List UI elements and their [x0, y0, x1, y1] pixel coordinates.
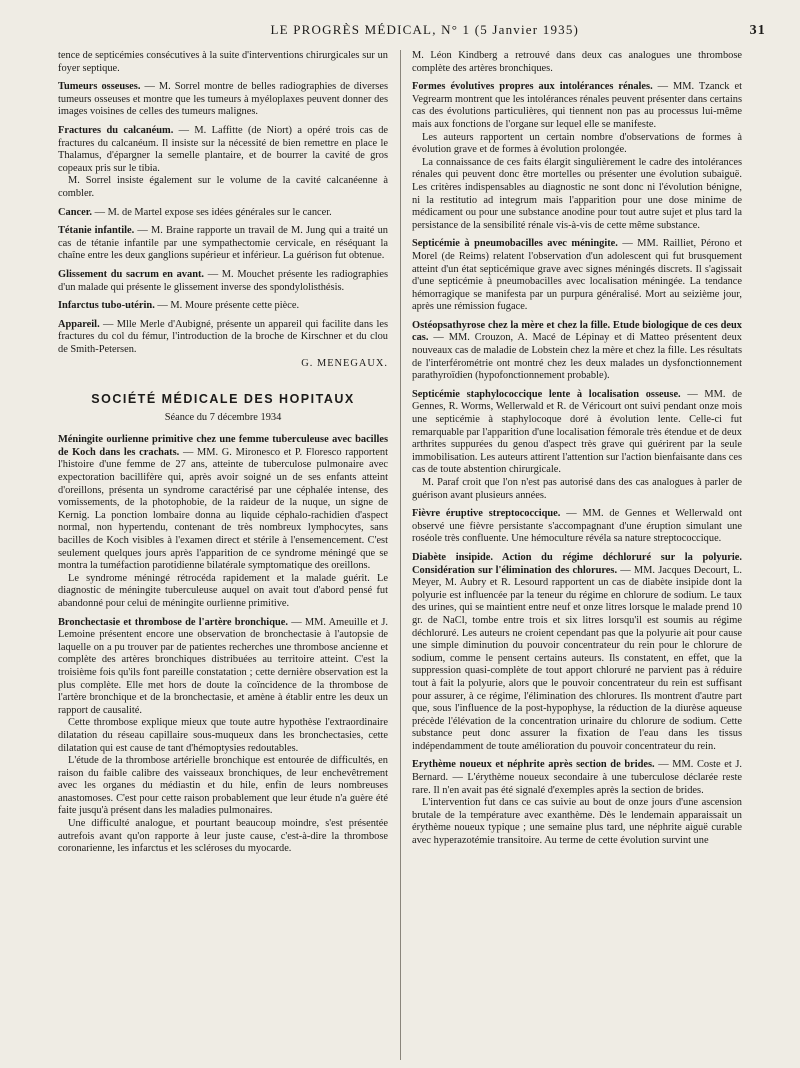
paragraph: Ostéopsathyrose chez la mère et chez la fille. Etude biologique de ces deux cas. — MM. Crouzon, A. Macé de Lépinay et di Matteo présentent deux nouveaux cas de maladie de Lobstein chez la mère et chez la fille. Les résultats de l'interférométrie ont montré chez les deux malades un dysfonctionnement parathyroïdien (hypofonctionnement probable). — [412, 319, 742, 382]
section-heading: Infarctus tubo-utérin. — [58, 300, 155, 312]
section-heading: Erythème noueux et néphrite après section de brides. — [412, 759, 655, 771]
page-number: 31 — [749, 23, 766, 38]
paragraph: Cancer. — M. de Martel expose ses idées générales sur le cancer. — [58, 206, 332, 218]
society-title: SOCIÉTÉ MÉDICALE DES HOPITAUX — [91, 392, 355, 407]
paragraph: Les auteurs rapportent un certain nombre d'observations de formes à évolution grave et de formes à évolution prolongée. — [412, 131, 742, 156]
paragraph: La connaissance de ces faits élargit singulièrement le cadre des intolérances rénales qui peuvent donc être mortelles ou présenter une évolution subaiguë. Les critères indispensables au diagnostic ne sont donc ni l'évolution bénigne, ni la restitutio ad integrum mais l'apparition pour une dose minime de médicament ou pour une substance anodine pour tout autre sujet et plus tard la persistance de la sensibilité rénale vis-à-vis de cette même substance. — [412, 156, 742, 231]
paragraph: Une difficulté analogue, et pourtant beaucoup moindre, s'est présentée autrefois avant qu'on rapporte à leur juste cause, c'est-à-dire la thrombose coronarienne, les infarctus et les scléroses du myocarde. — [58, 818, 388, 855]
paragraph: Erythème noueux et néphrite après section de brides. — MM. Coste et J. Bernard. — L'érythème noueux secondaire à une tuberculose déclarée reste rare. Il n'en avait pas été signalé d'exemples après la section de brides. — [412, 759, 742, 796]
paragraph: Fièvre éruptive streptococcique. — MM. de Gennes et Wellerwald ont observé une fièvre persistante s'accompagnant d'une éruption simulant une roséole très confluente. Une hémoculture révéla sa nature streptococcique. — [412, 508, 742, 545]
section-heading: Tumeurs osseuses. — [58, 81, 141, 93]
paragraph: Septicémie à pneumobacilles avec méningite. — MM. Railliet, Pérono et Morel (de Reims) relatent l'observation d'un adolescent qui fut brusquement atteint d'un état septicémique grave avec signes méningés discrets. Il s'agissait d'une septicémie à pneumobacilles avec localisation méningée. La tendance hémorragique se manifesta par un purpura généralisé. Mort au seizième jour, après une rémission fugace. — [412, 238, 742, 313]
section-heading: Septicémie à pneumobacilles avec méningite. — [412, 238, 618, 250]
author-signature: G. MENEGAUX. — [301, 358, 388, 370]
section-heading: Appareil. — [58, 318, 100, 330]
paragraph: Cette thrombose explique mieux que toute autre hypothèse l'extraordinaire dilatation du réseau capillaire sous-muqueux dans les bronchectasies, cette dilatation qui est cause de tant d'hémoptysies redoutables. — [58, 717, 388, 754]
session-date: Séance du 7 décembre 1934 — [164, 411, 282, 423]
section-heading: Cancer. — [58, 206, 92, 218]
paragraph: tence de septicémies consécutives à la suite d'interventions chirurgicales sur un foyer septique. — [58, 50, 388, 74]
paragraph: Infarctus tubo-utérin. — M. Moure présente cette pièce. — [58, 300, 300, 312]
paragraph: Méningite ourlienne primitive chez une femme tuberculeuse avec bacilles de Koch dans les crachats. — MM. G. Mironesco et P. Floresco rapportent l'histoire d'une femme de 27 ans, atteinte de tuberculose pulmonaire avec expectoration bacillifère qui, après avoir soigné un de ses enfants atteint d'oreillons, présenta un syndrome caractérisé par une céphalée intense, des vomissements, de la photophobie, de la raideur de la nuque, un signe de Kernig. La ponction lombaire donna au liquide céphalo-rachidien d'aspect normal, non hypertendu, contenant de très nombreux lymphocytes, sans bacilles de Koch visibles à l'examen direct et stérile à l'ensemencement. C'est seulement quelques jours après l'apparition de ce syndrome méningé que se montra la tuméfaction parotidienne bilatérale symptomatique des oreillons. — [58, 434, 388, 572]
right-column — [412, 50, 742, 1060]
section-heading: Méningite ourlienne primitive chez une femme tuberculeuse avec bacilles de Koch dans les crachats. — [58, 434, 388, 458]
section-heading: Glissement du sacrum en avant. — [58, 268, 205, 280]
section-heading: Diabète insipide. Action du régime déchloruré sur la polyurie. Considération sur l'élimination des chlorures. — [412, 551, 742, 576]
section-heading: Fractures du calcanéum. — [58, 124, 174, 136]
paragraph: Glissement du sacrum en avant. — M. Mouchet présente les radiographies d'un malade qui présente le glissement inverse des spondylolisthésis. — [58, 268, 388, 293]
paragraph: Tumeurs osseuses. — M. Sorrel montre de belles radiographies de diverses tumeurs osseuses et montre que les tumeurs à myéloplaxes peuvent donner des images voisines de celles des tumeurs malignes. — [58, 81, 388, 118]
section-heading: Fièvre éruptive streptococcique. — [412, 508, 561, 520]
section-heading: Ostéopsathyrose chez la mère et chez la fille. Etude biologique de ces deux cas. — [412, 319, 742, 344]
paragraph: L'intervention fut dans ce cas suivie au bout de onze jours d'une ascension brutale de la température avec exanthème. Dès le lendemain apparaissait un érythème noueux typique ; une semaine plus tard, une néphrite aiguë curable avec hyperazotémie transitoire. Au terme de cette évolution survint une — [412, 797, 742, 847]
paragraph: Bronchectasie et thrombose de l'artère bronchique. — MM. Ameuille et J. Lemoine présentent encore une observation de bronchectasie à l'autopsie de laquelle on a pu trouver par de patientes recherches une thrombose ancienne et complète des artères bronchiques distribuées au territoire atteint. C'est la troisième fois qu'ils font pareille constatation ; cette dernière observation est la plus complète. Elle met hors de doute la coïncidence de la thrombose de l'artère bronchique et de la bronchectasie, et amène à établir entre les deux un rapport de causalité. — [58, 616, 388, 716]
running-head — [70, 22, 766, 44]
column-divider — [400, 50, 401, 1060]
paragraph: Le syndrome méningé rétrocéda rapidement et la malade guérit. Le diagnostic de méningite tuberculeuse auquel on avait tout d'abord pensé fut abandonné pour celui de méningite ourlienne primitive. — [58, 572, 388, 609]
paragraph: Tétanie infantile. — M. Braine rapporte un travail de M. Jung qui a traité un cas de tétanie infantile par une sympathectomie cervicale, en réséquant la chaîne entre les deux ganglions supérieur et inférieur. La guérison fut obtenue. — [58, 225, 388, 262]
journal-title: LE PROGRÈS MÉDICAL, N° 1 (5 Janvier 1935) — [270, 22, 580, 37]
left-column — [58, 50, 388, 1060]
paragraph: Septicémie staphylococcique lente à localisation osseuse. — MM. de Gennes, R. Worms, Wellerwald et R. de Véricourt ont suivi pendant onze mois une septicémie à staphylocoque doré à évolution lente. Celle-ci fut remarquable par l'apparition d'une localisation fémorale très étendue et de deux arthrites suppurées du genou d'aspect très grave qui guérirent par la seule immobilisation. Les auteurs attirent l'attention sur l'action bienfaisante dans ces cas de toute abstention chirurgicale. — [412, 388, 742, 476]
section-heading: Septicémie staphylococcique lente à localisation osseuse. — [412, 388, 681, 400]
paragraph: L'étude de la thrombose artérielle bronchique est entourée de difficultés, en raison du faible calibre des vaisseaux bronchiques, de leur enchevêtrement avec les organes du médiastin et du hile, enfin de leurs nombreuses anastomoses. C'est pour cette raison probablement que leur étude n'a guère été faite jusqu'à présent dans les maladies pulmonaires. — [58, 755, 388, 817]
section-heading: Formes évolutives propres aux intolérances rénales. — [412, 81, 653, 93]
paragraph: Diabète insipide. Action du régime déchloruré sur la polyurie. Considération sur l'élimination des chlorures. — MM. Jacques Decourt, L. Meyer, M. Aubry et R. Lesourd rapportent un cas de diabète insipide dont la polyurie est influencée par la teneur du régime en chlorure de sodium. Le taux des urines, qui se maintient entre neuf et onze litres lorsque le malade prend 10 gr. de NaCl, tombe entre trois et six litres lorsqu'il est soumis au régime déchloruré. Les auteurs ne croient cependant pas que la polyurie ait pour cause une simple diminution du pouvoir concentrateur du rein pour le chlorure de sodium, comme le pensent certains auteurs. Ils constatent, en effet, que la suppression quasi-complète de tout apport chloruré ne parvient pas à réduire tout à fait la polyurie, alors que le pouvoir concentrateur du rein est suffisant pour assurer, à ce régime, l'élimination des chlorures. Ils montrent d'autre part que, sous l'influence de la post-hypophyse, la réduction de la diurèse aqueuse précède l'élévation de la concentration urinaire du chlorure de sodium. Cette substance peut donc assurer la fixation de l'eau dans les tissus indépendamment de toute amélioration du pouvoir concentrateur du rein. — [412, 551, 742, 752]
paragraph: M. Léon Kindberg a retrouvé dans deux cas analogues une thrombose complète des artères bronchiques. — [412, 50, 742, 74]
section-heading: Tétanie infantile. — [58, 225, 135, 237]
section-heading: Bronchectasie et thrombose de l'artère bronchique. — [58, 616, 288, 628]
paragraph: Formes évolutives propres aux intolérances rénales. — MM. Tzanck et Vegrearm montrent que les intolérances rénales peuvent présenter dans certains cas des évolutions particulières, qui tiennent non pas au processus lui-même mais aux fonctions de l'organe sur lequel elle se manifeste. — [412, 81, 742, 130]
paragraph: Fractures du calcanéum. — M. Laffitte (de Niort) a opéré trois cas de fractures du calcanéum. Il insiste sur la nécessité de bien remettre en place le Thalamus, d'épargner la semelle plantaire, et de bourrer la cavité de gros copeaux pris sur le tibia. — [58, 124, 388, 174]
paragraph: M. Paraf croit que l'on n'est pas autorisé dans des cas analogues à parler de guérison avant plusieurs années. — [412, 477, 742, 501]
paragraph: M. Sorrel insiste également sur le volume de la cavité calcanéenne à combler. — [58, 175, 388, 199]
paragraph: Appareil. — Mlle Merle d'Aubigné, présente un appareil qui facilite dans les fractures du col du fémur, l'introduction de la broche de Kirschner et du clou de Smith-Petersen. — [58, 318, 388, 355]
